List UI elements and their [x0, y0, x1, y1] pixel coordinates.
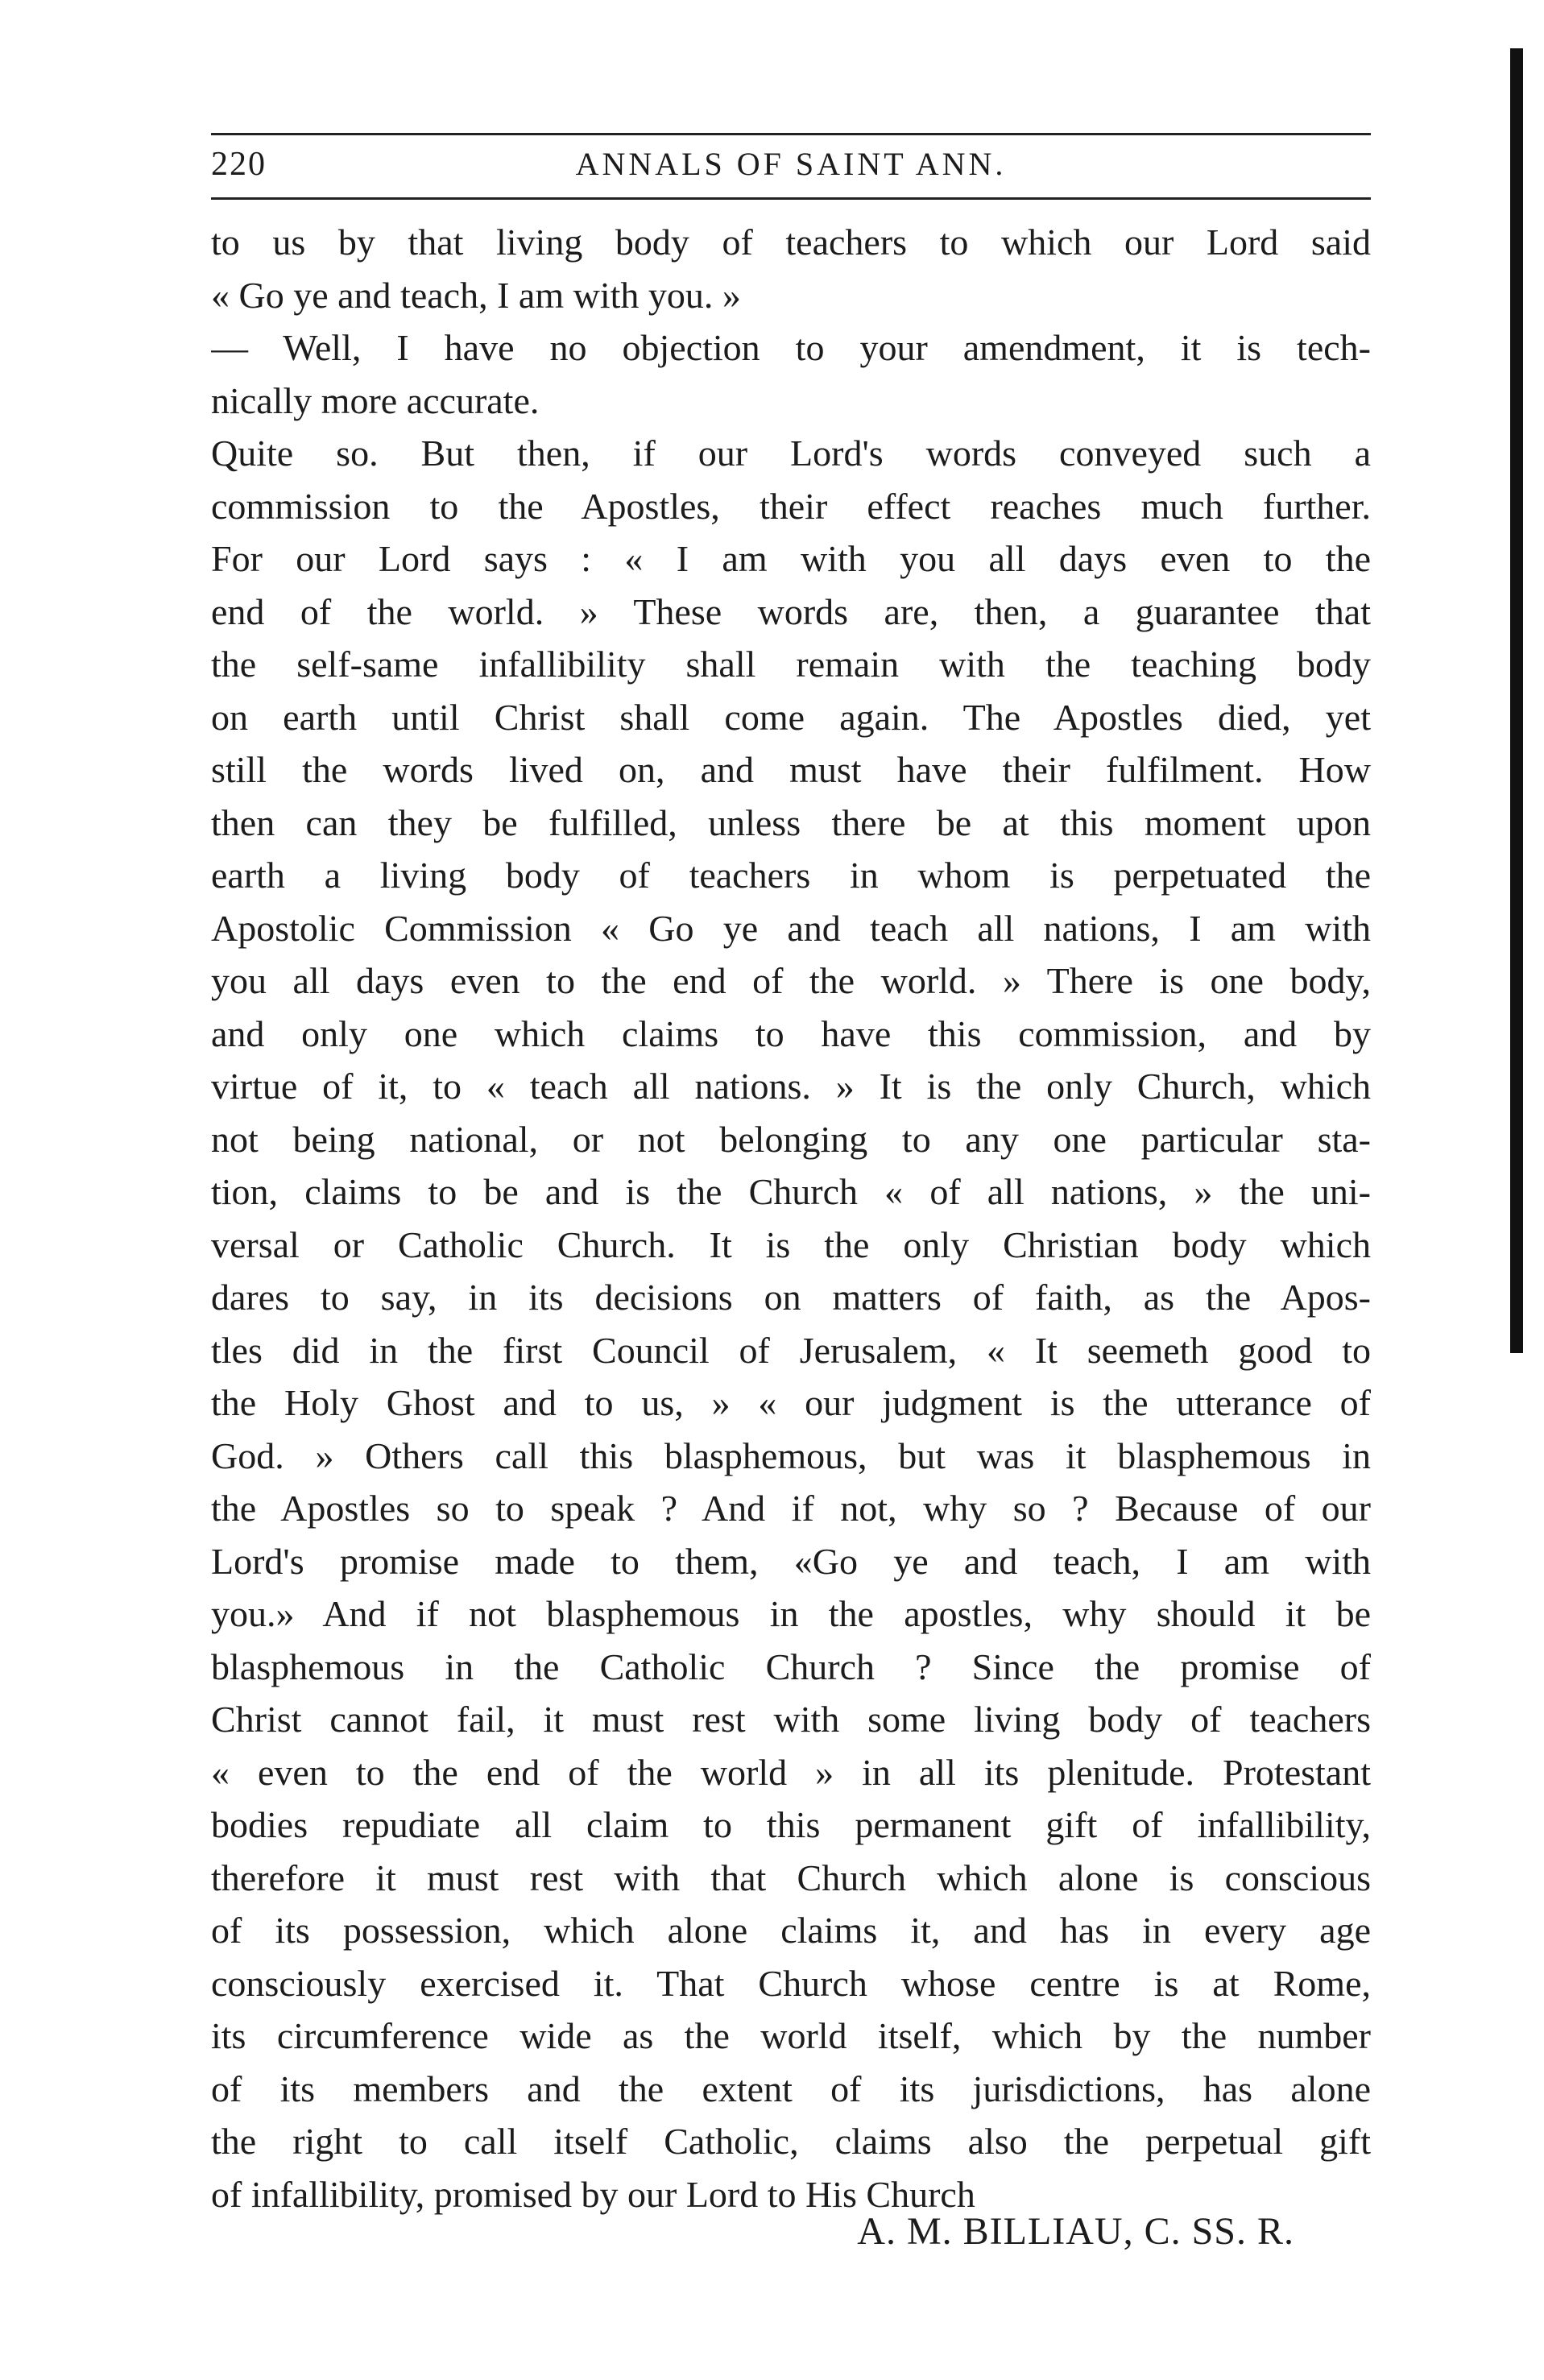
text-line: For our Lord says : « I am with you all days even to the	[211, 538, 1371, 579]
text-line: you all days even to the end of the world. » There is one body,	[211, 960, 1371, 1001]
page-edge-shadow	[1510, 48, 1523, 1353]
text-line: « even to the end of the world » in all its plenitude. Protestant	[211, 1751, 1371, 1793]
text-line: nically more accurate.	[211, 379, 540, 421]
text-line: the Apostles so to speak ? And if not, why so ? Because of our	[211, 1488, 1371, 1529]
text-line: therefore it must rest with that Church which alone is conscious	[211, 1856, 1371, 1898]
text-line: the right to call itself Catholic, claims also the perpetual gift	[211, 2121, 1371, 2162]
text-line: earth a living body of teachers in whom is perpetuated the	[211, 855, 1371, 896]
text-line: the self-same infallibility shall remain with the teaching body	[211, 644, 1371, 685]
text-line: God. » Others call this blasphemous, but was it blasphemous in	[211, 1434, 1371, 1476]
text-line: its circumference wide as the world itself, which by the number	[211, 2015, 1371, 2056]
text-line: the Holy Ghost and to us, » « our judgment is the utterance of	[211, 1382, 1371, 1423]
text-line: and only one which claims to have this commission, and by	[211, 1012, 1371, 1054]
text-line: « Go ye and teach, I am with you. »	[211, 274, 741, 316]
text-line: Apostolic Commission « Go ye and teach all nations, I am with	[211, 907, 1371, 949]
text-line: Quite so. But then, if our Lord's words conveyed such a	[211, 433, 1371, 474]
text-line: — Well, I have no objection to your amendment, it is tech-	[211, 327, 1371, 368]
text-line: not being national, or not belonging to any one particular sta-	[211, 1118, 1371, 1160]
text-line: then can they be fulfilled, unless there be at this moment upon	[211, 801, 1371, 843]
text-line: dares to say, in its decisions on matters of faith, as the Apos-	[211, 1277, 1371, 1318]
header-top-rule	[211, 133, 1371, 135]
text-line: Lord's promise made to them, «Go ye and teach, I am with	[211, 1540, 1371, 1582]
header-bottom-rule	[211, 197, 1371, 200]
text-line: of its members and the extent of its jurisdictions, has alone	[211, 2067, 1371, 2109]
text-line: versal or Catholic Church. It is the only Christian body which	[211, 1223, 1371, 1265]
text-line: end of the world. » These words are, then, a guarantee that	[211, 590, 1371, 632]
text-line: virtue of it, to « teach all nations. » It is the only Church, which	[211, 1066, 1371, 1107]
text-line: Christ cannot fail, it must rest with some living body of teachers	[211, 1699, 1371, 1740]
text-line: you.» And if not blasphemous in the apostles, why should it be	[211, 1593, 1371, 1634]
page-number: 220	[211, 146, 267, 183]
text-line: of infallibility, promised by our Lord to His Church	[211, 2173, 975, 2215]
text-line: tles did in the first Council of Jerusalem, « It seemeth good to	[211, 1329, 1371, 1371]
text-line: commission to the Apostles, their effect reaches much further.	[211, 485, 1371, 527]
page-header	[211, 145, 1371, 193]
running-title: ANNALS OF SAINT ANN.	[575, 146, 1007, 182]
text-line: tion, claims to be and is the Church « of all nations, » the uni-	[211, 1171, 1371, 1212]
author-signature: A. M. BILLIAU, C. SS. R.	[857, 2210, 1294, 2253]
text-line: of its possession, which alone claims it, and has in every age	[211, 1910, 1371, 1951]
text-line: blasphemous in the Catholic Church ? Since the promise of	[211, 1645, 1371, 1687]
text-line: bodies repudiate all claim to this permanent gift of infallibility,	[211, 1804, 1371, 1845]
body-text	[211, 216, 1371, 2221]
text-line: on earth until Christ shall come again. The Apostles died, yet	[211, 696, 1371, 738]
text-line: consciously exercised it. That Church whose centre is at Rome,	[211, 1962, 1371, 2004]
text-line: still the words lived on, and must have their fulfilment. How	[211, 749, 1371, 790]
text-line: to us by that living body of teachers to which our Lord said	[211, 221, 1371, 263]
